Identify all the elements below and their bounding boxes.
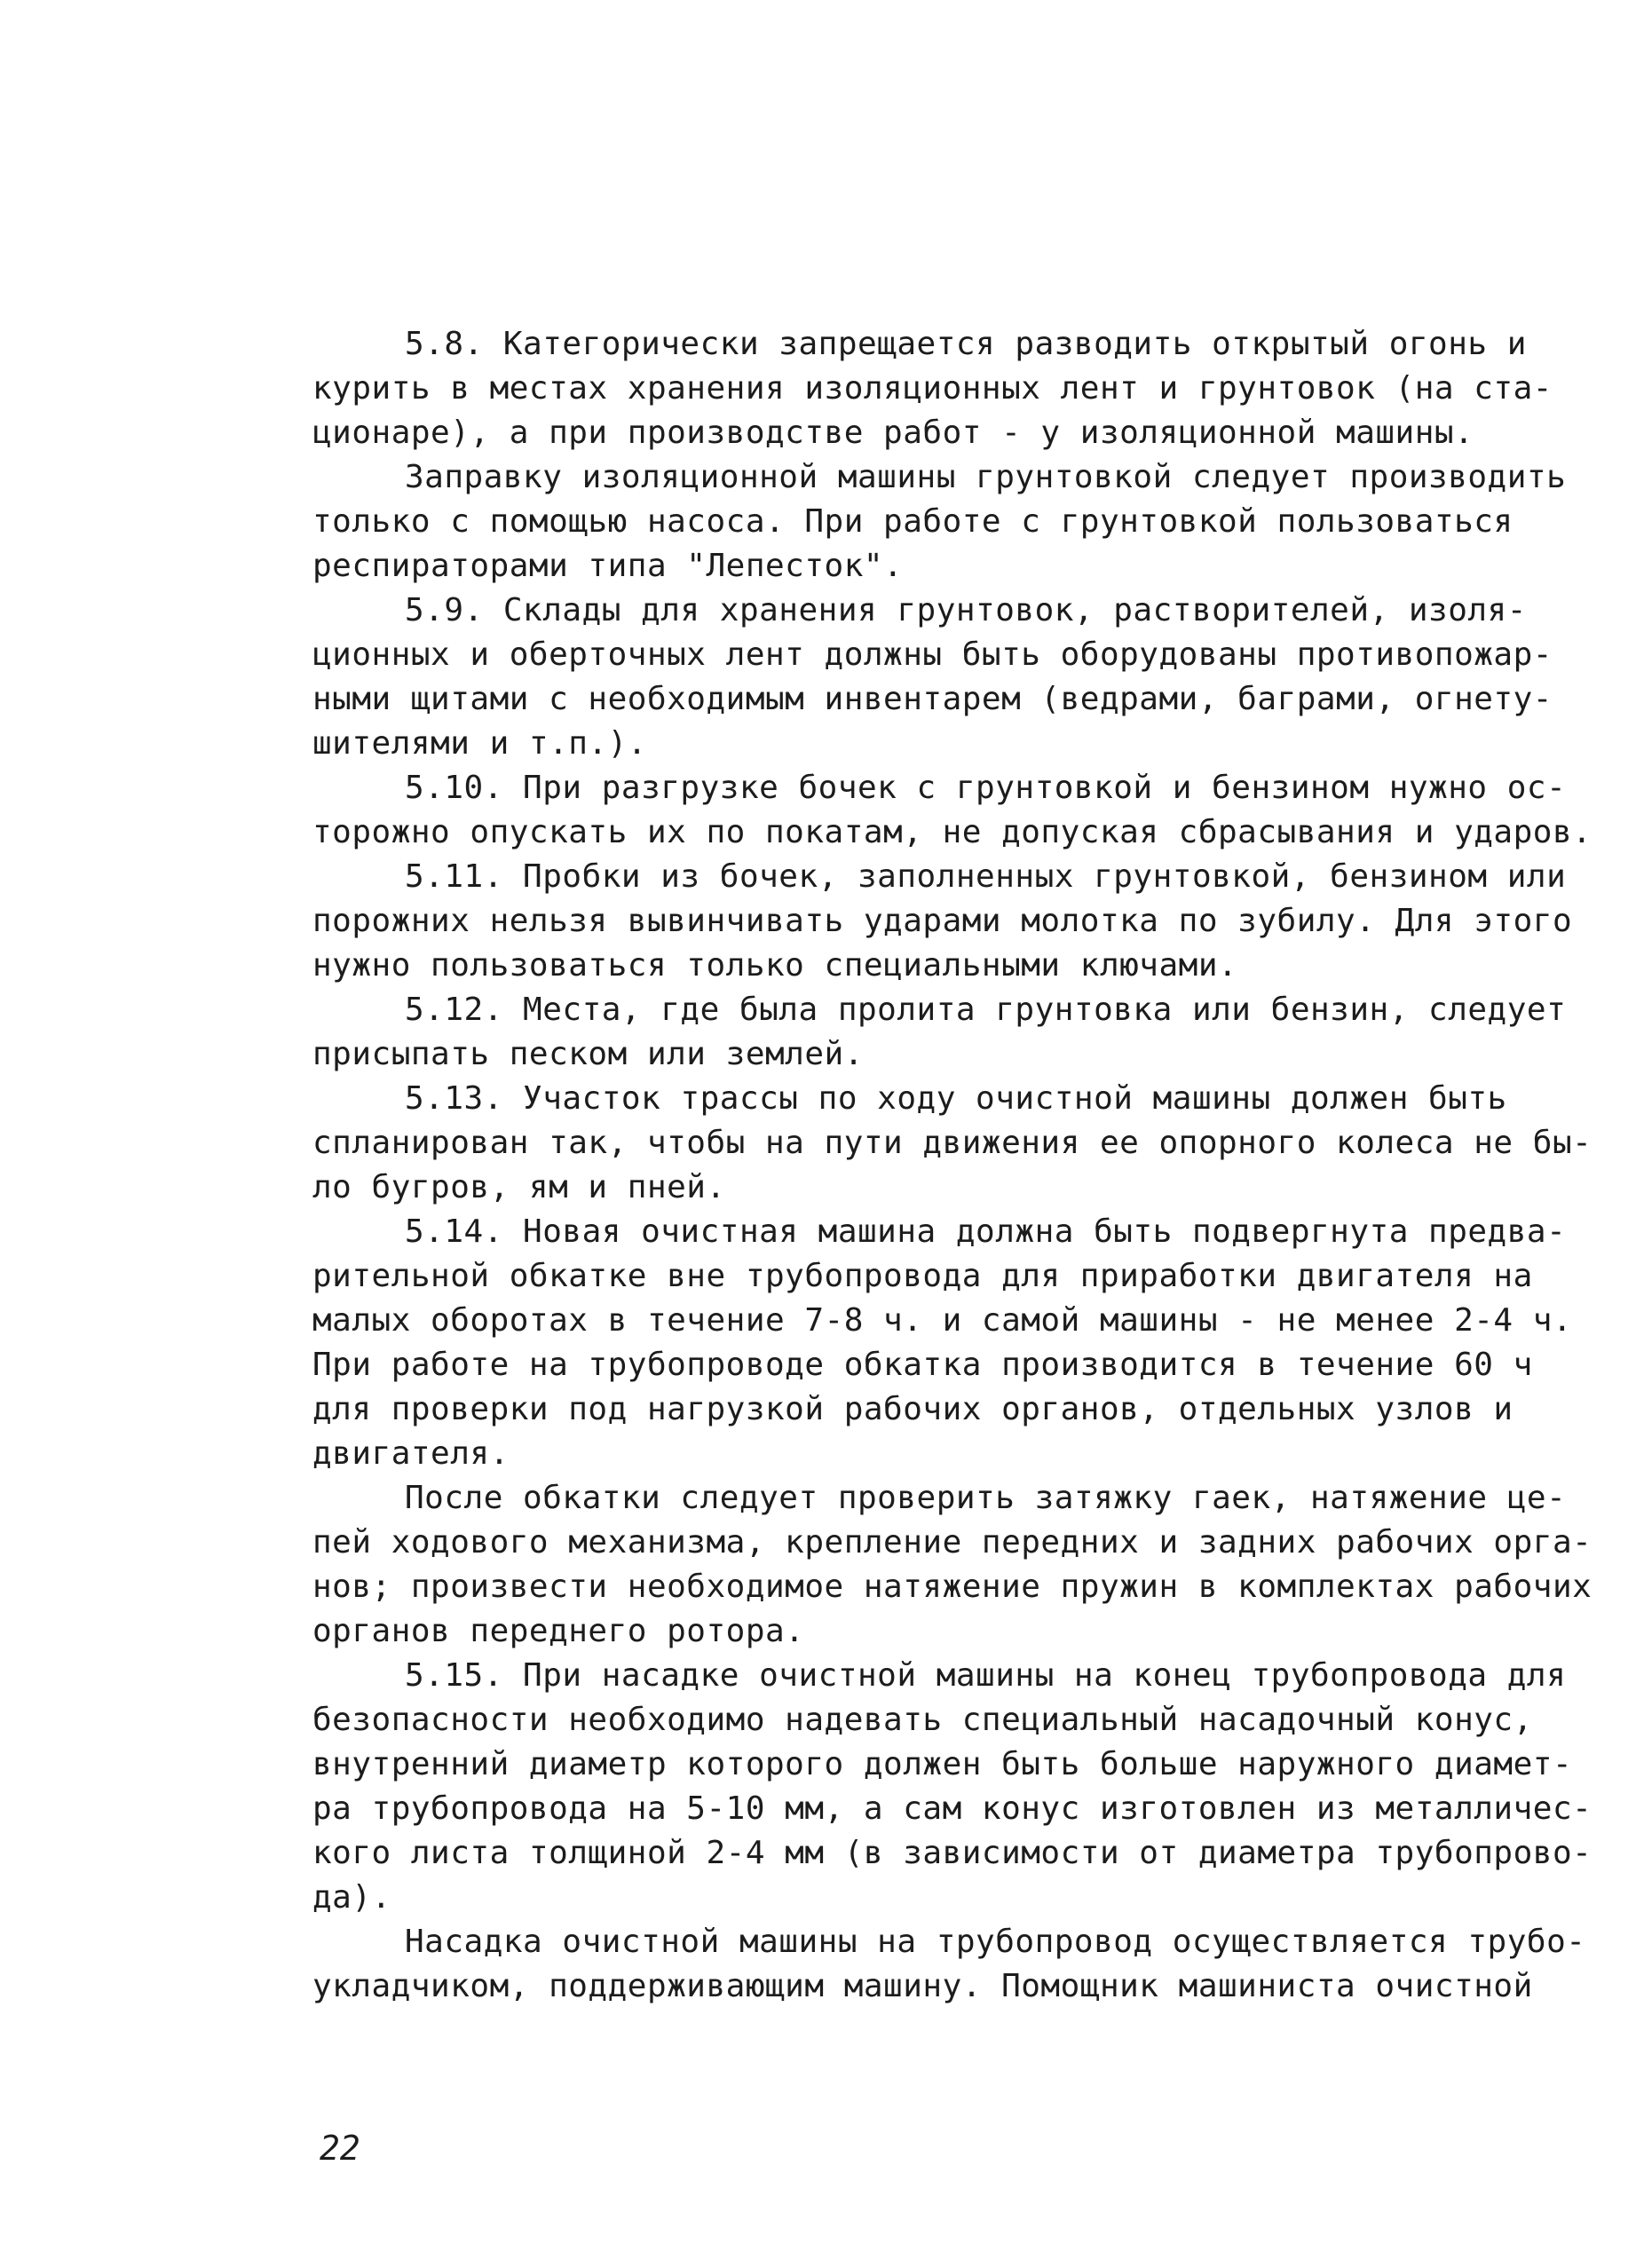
document-body bbox=[312, 322, 1593, 2009]
text-line: Заправку изоляционной машины грунтовкой следует производить bbox=[405, 459, 1567, 495]
text-line: 5.12. Места, где была пролита грунтовка или бензин, следует bbox=[405, 992, 1567, 1028]
text-line: Насадка очистной машины на трубопровод осуществляется трубо- bbox=[405, 1924, 1586, 1960]
text-line: 5.9. Склады для хранения грунтовок, растворителей, изоля- bbox=[405, 592, 1527, 628]
text-line: шителями и т.п.). bbox=[312, 725, 647, 762]
text-line: двигателя. bbox=[312, 1435, 510, 1472]
text-line: курить в местах хранения изоляционных лент и грунтовок (на ста- bbox=[312, 370, 1553, 407]
text-line: кого листа толщиной 2-4 мм (в зависимости от диаметра трубопрово- bbox=[312, 1835, 1593, 1871]
text-line: При работе на трубопроводе обкатка производится в течение 60 ч bbox=[312, 1347, 1533, 1383]
text-line: органов переднего ротора. bbox=[312, 1613, 805, 1649]
text-line: 5.8. Категорически запрещается разводить открытый огонь и bbox=[405, 326, 1527, 362]
text-line: спланирован так, чтобы на пути движения ее опорного колеса не бы- bbox=[312, 1125, 1593, 1161]
text-line: 5.14. Новая очистная машина должна быть подвергнута предва- bbox=[405, 1213, 1567, 1250]
text-line: нов; произвести необходимое натяжение пружин в комплектах рабочих bbox=[312, 1569, 1593, 1605]
text-line: нужно пользоваться только специальными ключами. bbox=[312, 947, 1238, 984]
page-number: 22 bbox=[320, 2129, 360, 2168]
text-line: пей ходового механизма, крепление передних и задних рабочих орга- bbox=[312, 1524, 1593, 1561]
text-line: После обкатки следует проверить затяжку гаек, натяжение це- bbox=[405, 1480, 1567, 1516]
text-line: укладчиком, поддерживающим машину. Помощник машиниста очистной bbox=[312, 1968, 1533, 2004]
text-line: респираторами типа "Лепесток". bbox=[312, 548, 904, 584]
text-line: 5.15. При насадке очистной машины на конец трубопровода для bbox=[405, 1657, 1567, 1694]
text-line: торожно опускать их по покатам, не допуская сбрасывания и ударов. bbox=[312, 814, 1593, 850]
text-line: да). bbox=[312, 1879, 391, 1916]
text-line: рительной обкатке вне трубопровода для приработки двигателя на bbox=[312, 1258, 1533, 1294]
text-line: ра трубопровода на 5-10 мм, а сам конус изготовлен из металличес- bbox=[312, 1790, 1593, 1827]
text-line: ными щитами с необходимым инвентарем (ведрами, баграми, огнету- bbox=[312, 681, 1553, 717]
text-line: внутренний диаметр которого должен быть больше наружного диамет- bbox=[312, 1746, 1573, 1782]
text-line: 5.13. Участок трассы по ходу очистной машины должен быть bbox=[405, 1080, 1507, 1117]
text-line: безопасности необходимо надевать специальный насадочный конус, bbox=[312, 1702, 1533, 1738]
text-line: малых оборотах в течение 7-8 ч. и самой машины - не менее 2-4 ч. bbox=[312, 1302, 1573, 1339]
text-line: 5.11. Пробки из бочек, заполненных грунтовкой, бензином или bbox=[405, 858, 1567, 895]
text-line: для проверки под нагрузкой рабочих органов, отдельных узлов и bbox=[312, 1391, 1513, 1427]
text-line: ционных и оберточных лент должны быть оборудованы противопожар- bbox=[312, 636, 1553, 673]
text-line: ционаре), а при производстве работ - у изоляционной машины. bbox=[312, 415, 1474, 451]
text-line: только с помощью насоса. При работе с грунтовкой пользоваться bbox=[312, 503, 1513, 540]
text-line: порожних нельзя вывинчивать ударами молотка по зубилу. Для этого bbox=[312, 903, 1573, 939]
text-line: ло бугров, ям и пней. bbox=[312, 1169, 726, 1205]
text-line: присыпать песком или землей. bbox=[312, 1036, 864, 1072]
text-line: 5.10. При разгрузке бочек с грунтовкой и бензином нужно ос- bbox=[405, 770, 1567, 806]
